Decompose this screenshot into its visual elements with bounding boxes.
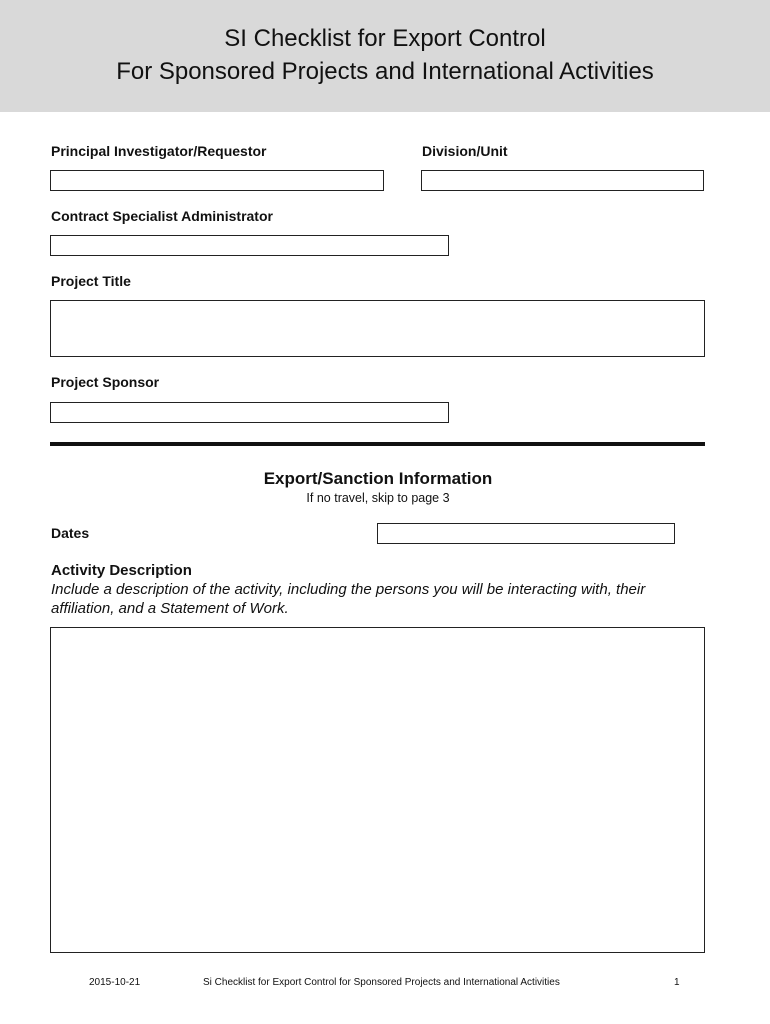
- project-sponsor-label: Project Sponsor: [51, 374, 160, 390]
- division-label: Division/Unit: [422, 143, 508, 159]
- pi-label: Principal Investigator/Requestor: [51, 143, 267, 159]
- form-title-line1: SI Checklist for Export Control: [224, 25, 546, 52]
- export-section-subtitle: If no travel, skip to page 3: [306, 491, 450, 505]
- project-title-field[interactable]: [50, 300, 705, 357]
- dates-field[interactable]: [377, 523, 675, 544]
- activity-description-title: Activity Description: [51, 562, 192, 579]
- dates-label: Dates: [51, 525, 90, 541]
- project-title-label: Project Title: [51, 273, 131, 289]
- activity-description-field[interactable]: [50, 627, 705, 953]
- activity-description-instructions: Include a description of the activity, including the persons you will be interacting with, their affiliation, and a Statement of Work.: [51, 581, 646, 617]
- project-sponsor-field[interactable]: [50, 402, 449, 423]
- contract-specialist-label: Contract Specialist Administrator: [51, 208, 273, 224]
- footer-date: 2015-10-21: [89, 977, 141, 988]
- section-divider: [50, 442, 705, 446]
- form-title-line2: For Sponsored Projects and International Activities: [116, 58, 654, 85]
- contract-specialist-field[interactable]: [50, 235, 449, 256]
- division-field[interactable]: [421, 170, 704, 191]
- export-section-title: Export/Sanction Information: [263, 469, 493, 488]
- footer-page-number: 1: [674, 977, 680, 988]
- pi-field[interactable]: [50, 170, 384, 191]
- footer-doc-title: Si Checklist for Export Control for Sponsored Projects and International Activities: [203, 977, 560, 988]
- page-header: [0, 0, 770, 112]
